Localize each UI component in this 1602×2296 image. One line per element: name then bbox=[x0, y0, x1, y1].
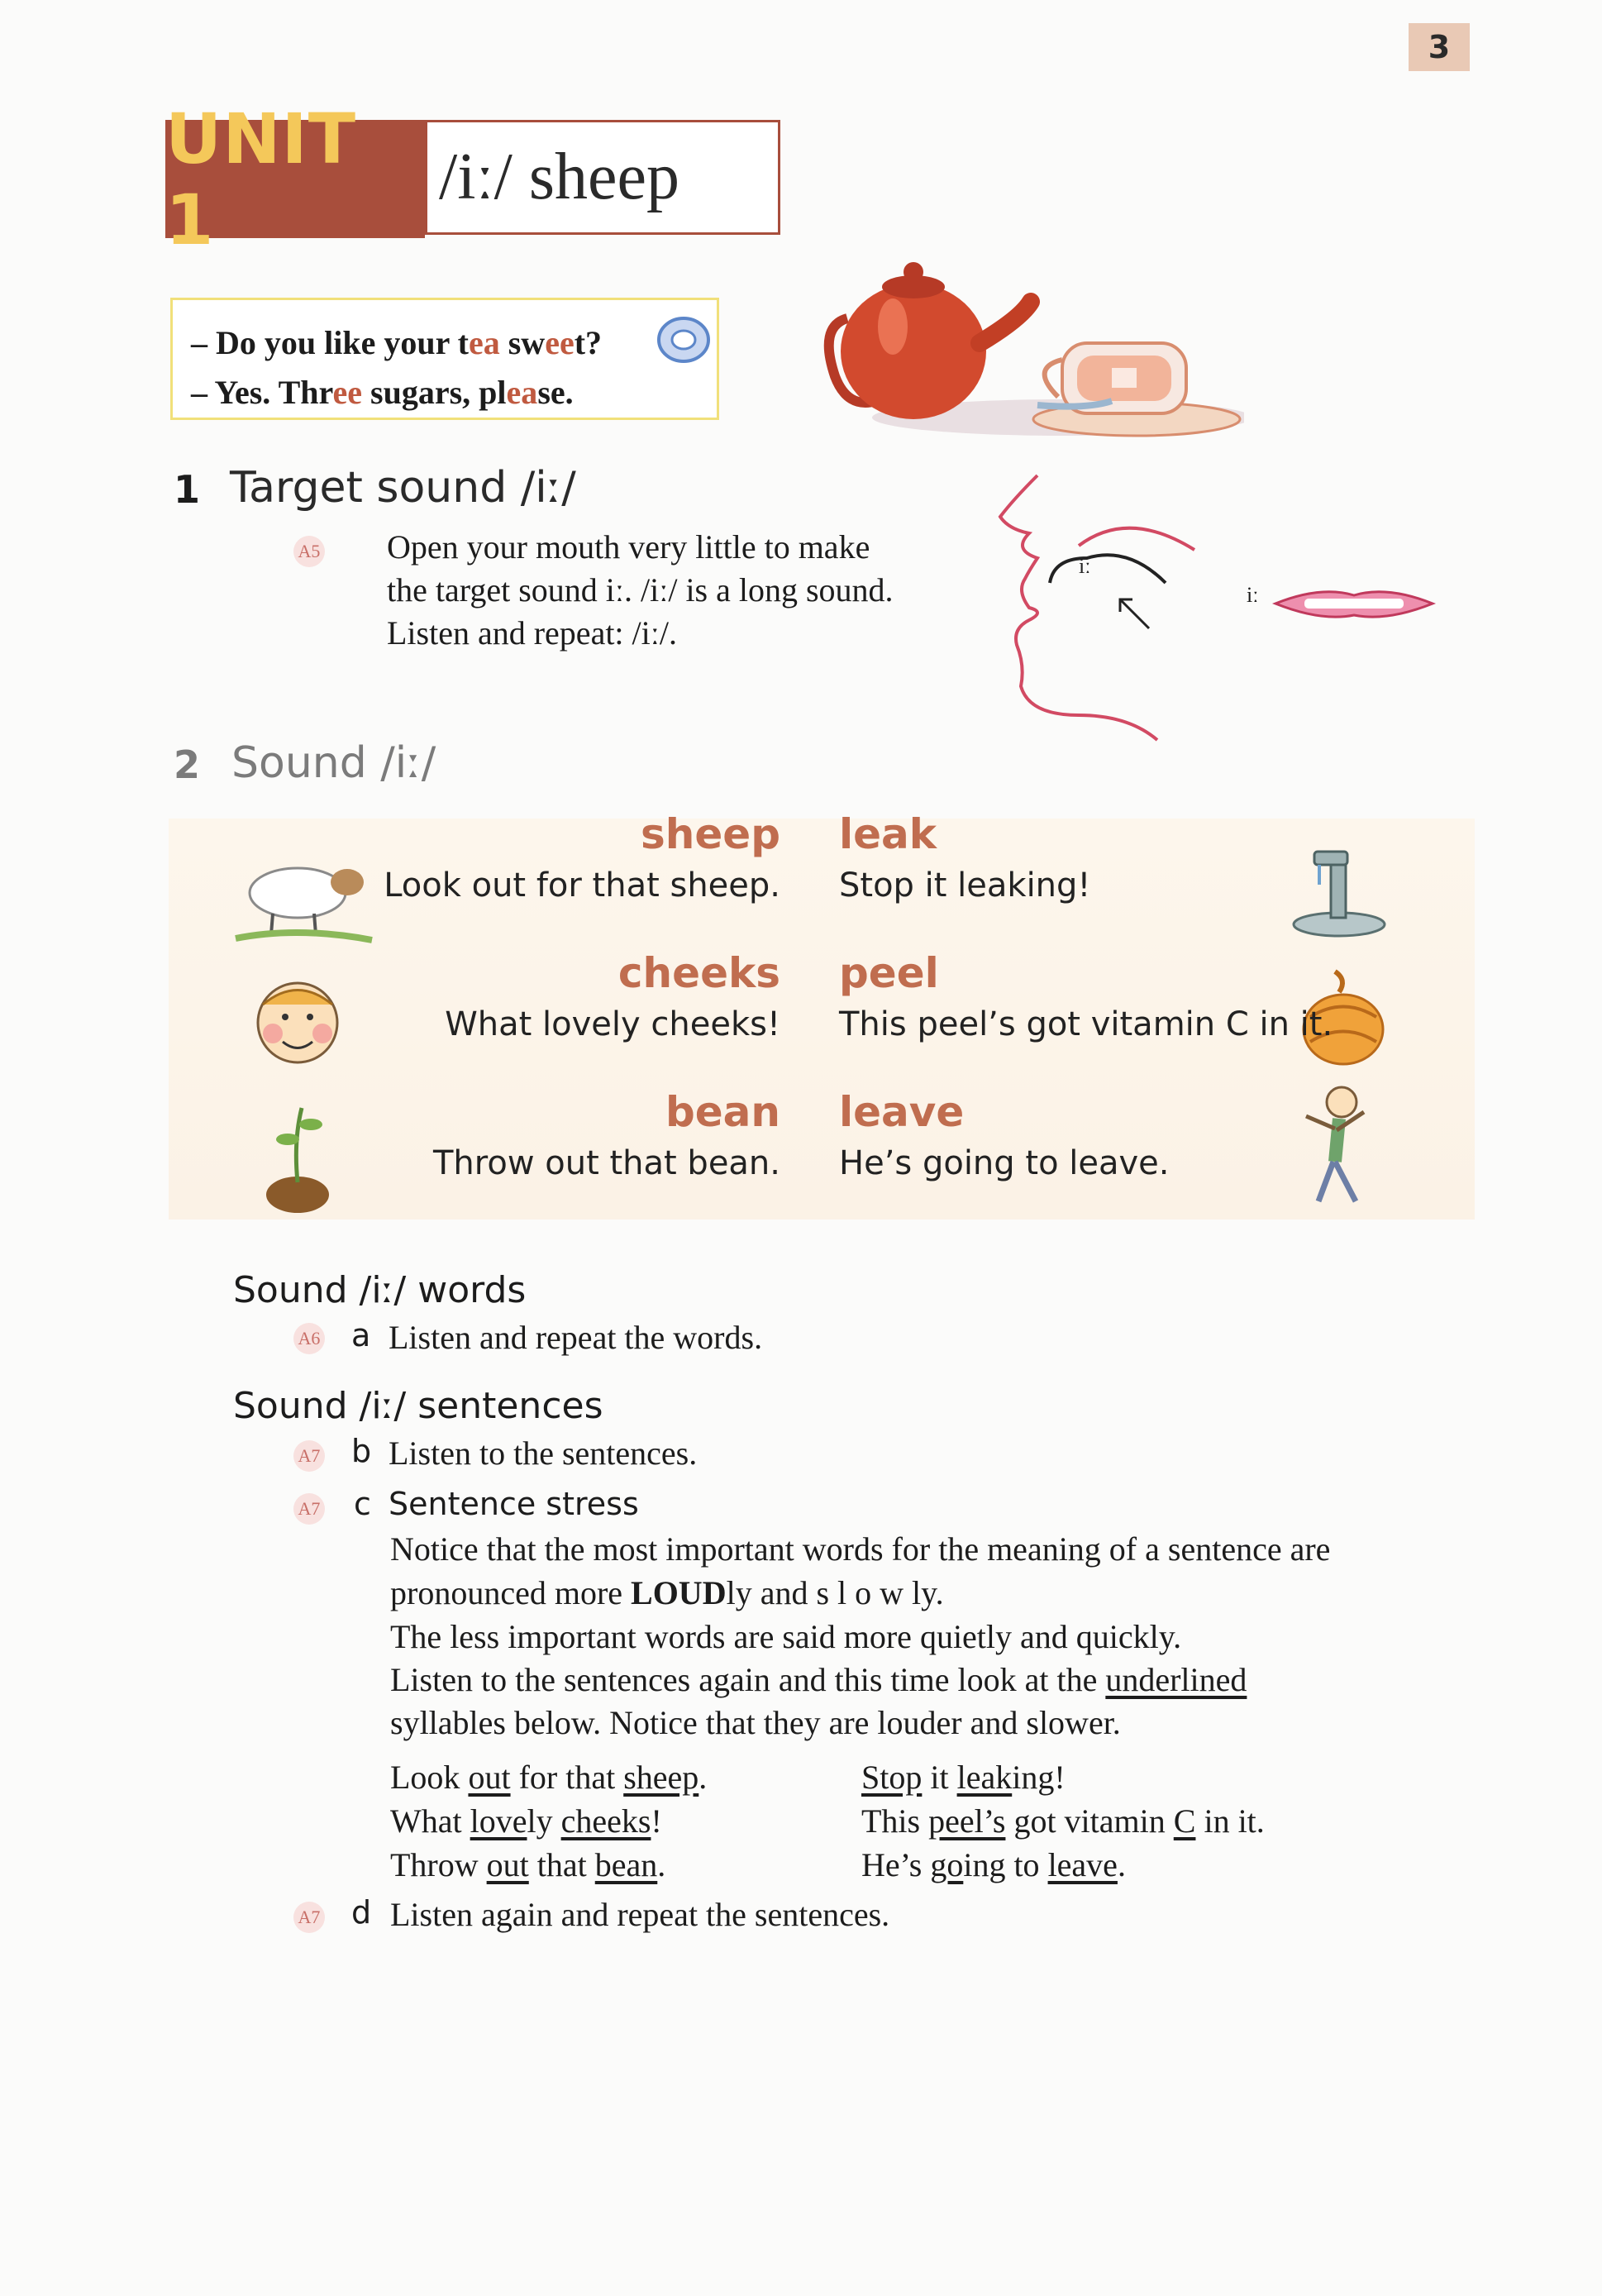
section-1-title: Target sound /iː/ bbox=[230, 463, 576, 513]
exercise-b-text: Listen to the sentences. bbox=[389, 1434, 698, 1472]
stress-sentence-4: Stop it leaking! bbox=[861, 1759, 1066, 1796]
mouth-diagram-label: iː bbox=[1079, 554, 1091, 578]
audio-cd-icon[interactable] bbox=[655, 308, 713, 366]
unit-label: UNIT 1 bbox=[165, 120, 425, 238]
word-leak: leak bbox=[839, 810, 937, 858]
sentence-bean: Throw out that bean. bbox=[433, 1144, 780, 1182]
sentence-sheep: Look out for that sheep. bbox=[384, 866, 780, 905]
exercise-letter-b: b bbox=[351, 1433, 372, 1469]
sheep-picture bbox=[231, 847, 376, 947]
sentence-leak: Stop it leaking! bbox=[839, 866, 1091, 905]
sentence-peel: This peel’s got vitamin C in it. bbox=[839, 1005, 1333, 1043]
section-2-title: Sound /iː/ bbox=[231, 738, 436, 788]
track-badge-a7-d[interactable]: A7 bbox=[293, 1902, 325, 1933]
exercise-d-text: Listen again and repeat the sentences. bbox=[390, 1896, 890, 1933]
sentence-leave: He’s going to leave. bbox=[839, 1144, 1170, 1182]
exercise-a-text: Listen and repeat the words. bbox=[389, 1319, 763, 1356]
stress-paragraph-1: Notice that the most important words for the meaning of a sentence are bbox=[390, 1530, 1331, 1568]
dialogue-box bbox=[170, 298, 719, 420]
word-sheep: sheep bbox=[641, 810, 780, 858]
stress-sentence-1: Look out for that sheep. bbox=[390, 1759, 708, 1796]
stress-paragraph-5: syllables below. Notice that they are louder and slower. bbox=[390, 1704, 1121, 1741]
page-number: 3 bbox=[1409, 23, 1470, 71]
boy-walking-picture bbox=[1285, 1079, 1385, 1211]
exercise-letter-c: c bbox=[354, 1486, 371, 1522]
section-1-line-2: the target sound iː. /iː/ is a long sound. bbox=[387, 571, 894, 609]
tap-picture bbox=[1290, 835, 1389, 938]
exercise-letter-d: d bbox=[351, 1894, 372, 1931]
track-badge-a7-b[interactable]: A7 bbox=[293, 1440, 325, 1472]
stress-sentence-5: This peel’s got vitamin C in it. bbox=[861, 1802, 1265, 1840]
dialogue-line-2: – Yes. Three sugars, please. bbox=[191, 374, 574, 411]
word-bean: bean bbox=[665, 1088, 780, 1136]
track-badge-a7-c[interactable]: A7 bbox=[293, 1493, 325, 1525]
bean-sprout-picture bbox=[256, 1091, 339, 1215]
section-2-number: 2 bbox=[174, 742, 201, 787]
section-1-number: 1 bbox=[174, 467, 201, 512]
stress-paragraph-4: Listen to the sentences again and this time look at the underlined bbox=[390, 1661, 1247, 1698]
stress-sentence-6: He’s going to leave. bbox=[861, 1846, 1126, 1883]
stress-paragraph-2: pronounced more LOUDly and s l o w ly. bbox=[390, 1574, 944, 1611]
section-1-line-3: Listen and repeat: /iː/. bbox=[387, 614, 677, 652]
exercise-letter-a: a bbox=[351, 1317, 371, 1353]
track-badge-a5[interactable]: A5 bbox=[293, 536, 325, 567]
track-badge-a6[interactable]: A6 bbox=[293, 1323, 325, 1354]
unit-title: /iː/ sheep bbox=[425, 120, 780, 235]
dialogue-line-1: – Do you like your tea sweet? bbox=[191, 324, 603, 361]
section-1-line-1: Open your mouth very little to make bbox=[387, 528, 870, 566]
word-cheeks: cheeks bbox=[617, 949, 780, 997]
mouth-diagram bbox=[980, 467, 1211, 744]
word-leave: leave bbox=[839, 1088, 965, 1136]
face-picture bbox=[248, 971, 347, 1071]
stress-sentence-2: What lovely cheeks! bbox=[390, 1802, 662, 1840]
sentence-cheeks: What lovely cheeks! bbox=[445, 1005, 780, 1043]
teapot-illustration bbox=[814, 236, 1244, 438]
sentences-subtitle: Sound /iː/ sentences bbox=[233, 1385, 603, 1427]
stress-paragraph-3: The less important words are said more quietly and quickly. bbox=[390, 1618, 1182, 1655]
word-peel: peel bbox=[839, 949, 939, 997]
stress-sentence-3: Throw out that bean. bbox=[390, 1846, 666, 1883]
lips-icon bbox=[1271, 585, 1437, 622]
lips-label: iː bbox=[1247, 583, 1259, 607]
words-subtitle: Sound /iː/ words bbox=[233, 1269, 527, 1311]
sentence-stress-heading: Sentence stress bbox=[389, 1486, 639, 1522]
